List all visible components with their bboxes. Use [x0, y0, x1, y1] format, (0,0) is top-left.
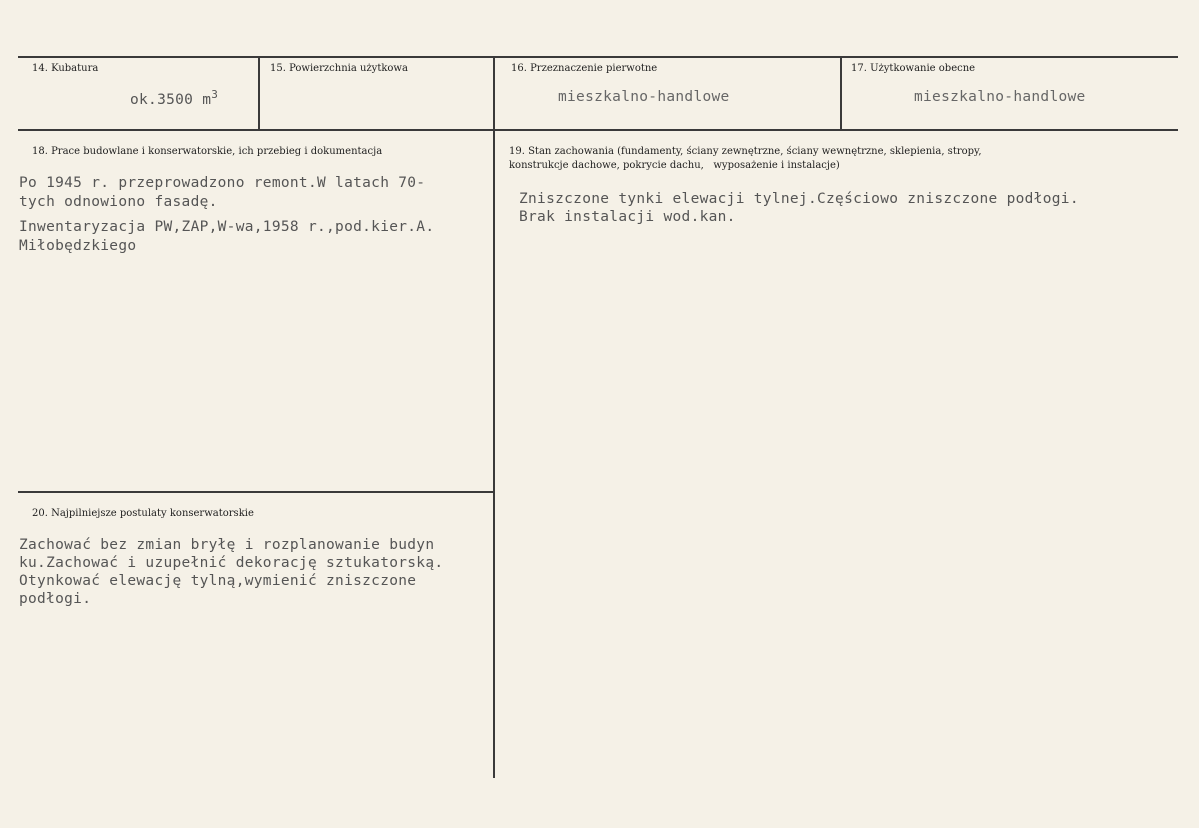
field-18-label: 18. Prace budowlane i konserwatorskie, ich przebieg i dokumentacja [32, 146, 383, 157]
field-20-label: 20. Najpilniejsze postulaty konserwatorskie [32, 508, 254, 519]
field-18-line-4: Miłobędzkiego [19, 238, 137, 254]
field-17-value: mieszkalno-handlowe [914, 89, 1086, 105]
field-14-value [130, 85, 218, 110]
field-16-label: 16. Przeznaczenie pierwotne [511, 63, 658, 74]
field-19-label-line-2: konstrukcje dachowe, pokrycie dachu, wyposażenie i instalacje) [509, 160, 840, 171]
field-20-line-2: ku.Zachować i uzupełnić dekorację sztukatorską. [19, 555, 444, 571]
field-19-line-1: Zniszczone tynki elewacji tylnej.Częściowo zniszczone podłogi. [519, 191, 1079, 207]
field-19-line-2: Brak instalacji wod.kan. [519, 209, 736, 225]
top-rule [18, 56, 1178, 58]
field-20-line-4: podłogi. [19, 591, 92, 607]
divider-16-17 [840, 56, 842, 130]
field-19-label-line-1: 19. Stan zachowania (fundamenty, ściany zewnętrzne, ściany wewnętrzne, sklepienia, stropy, [509, 146, 982, 157]
divider-15-16 [493, 56, 495, 778]
field-18-line-3: Inwentaryzacja PW,ZAP,W-wa,1958 r.,pod.kier.A. [19, 219, 435, 235]
field-20-line-1: Zachować bez zmian bryłę i rozplanowanie budyn [19, 537, 435, 553]
divider-14-15 [258, 56, 260, 130]
field-14-label: 14. Kubatura [32, 63, 99, 74]
field-18-line-2: tych odnowiono fasadę. [19, 194, 218, 210]
cubature-value: ok.3500 m [130, 91, 212, 108]
box18-bottom-rule [18, 491, 494, 493]
row1-bottom-rule [18, 129, 1178, 131]
field-20-line-3: Otynkować elewację tylną,wymienić zniszczone [19, 573, 417, 589]
field-18-line-1: Po 1945 r. przeprowadzono remont.W latach 70- [19, 175, 426, 191]
field-15-label: 15. Powierzchnia użytkowa [270, 63, 408, 74]
field-17-label: 17. Użytkowanie obecne [851, 63, 976, 74]
cubature-unit-exponent: 3 [211, 88, 219, 101]
field-16-value: mieszkalno-handlowe [558, 89, 730, 105]
